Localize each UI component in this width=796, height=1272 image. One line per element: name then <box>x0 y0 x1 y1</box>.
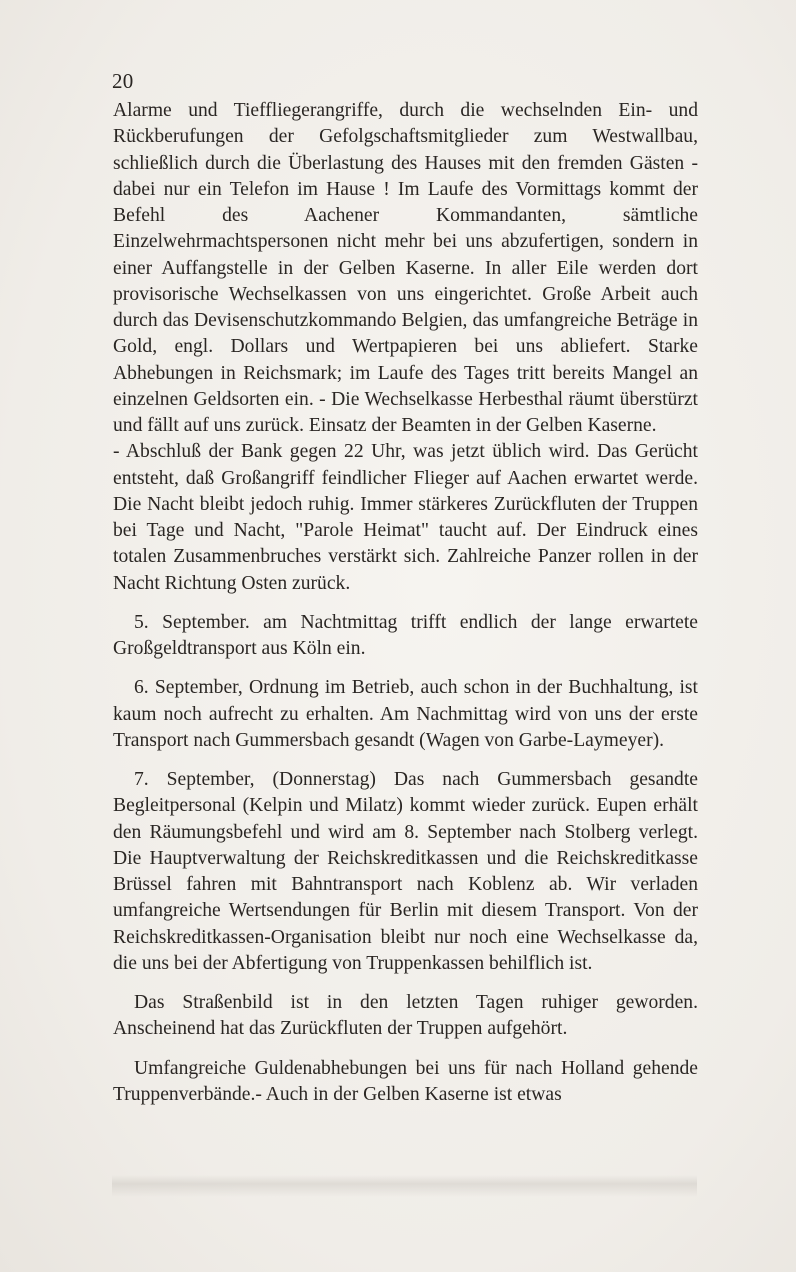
paragraph-6: Das Straßenbild ist in den letzten Tagen ruhiger geworden. Anscheinend hat das Zurückfluten der Truppen aufgehört. <box>113 992 698 1040</box>
show-through-shadow <box>112 1175 697 1197</box>
paragraph-2: - Abschluß der Bank gegen 22 Uhr, was jetzt üblich wird. Das Gerücht entsteht, daß Großangriff feindlicher Flieger auf Aachen erwartet werde. Die Nacht bleibt jedoch ruhig. Immer stärkeres Zurückfluten der Truppen bei Tage und Nacht, "Parole Heimat" taucht auf. Der Eindruck eines totalen Zusammenbruches verstärkt sich. Zahlreiche Panzer rollen in der Nacht Richtung Osten zurück. <box>113 441 698 594</box>
paragraph-4: 6. September, Ordnung im Betrieb, auch schon in der Buchhaltung, ist kaum noch aufrecht zu erhalten. Am Nachmittag wird von uns der erste Transport nach Gummersbach gesandt (Wagen von Garbe-Laymeyer). <box>113 677 698 751</box>
body-text <box>113 98 698 1108</box>
paragraph-1: Alarme und Tieffliegerangriffe, durch die wechselnden Ein- und Rückberufungen der Gefolgschaftsmitglieder zum Westwallbau, schließlich durch die Überlastung des Hauses mit den fremden Gästen - dabei nur ein Telefon im Hause ! Im Laufe des Vormittags kommt der Befehl des Aachener Kommandanten, sämtliche Einzelwehrmachtspersonen nicht mehr bei uns abzufertigen, sondern in einer Auffangstelle in der Gelben Kaserne. In aller Eile werden dort provisorische Wechselkassen von uns eingerichtet. Große Arbeit auch durch das Devisenschutzkommando Belgien, das umfangreiche Beträge in Gold, engl. Dollars und Wertpapieren bei uns abliefert. Starke Abhebungen in Reichsmark; im Laufe des Tages tritt bereits Mangel an einzelnen Geldsorten ein. - Die Wechselkasse Herbesthal räumt überstürzt und fällt auf uns zurück. Einsatz der Beamten in der Gelben Kaserne. <box>113 100 698 436</box>
paragraph-3: 5. September. am Nachtmittag trifft endlich der lange erwartete Großgeldtransport aus Köln ein. <box>113 611 698 659</box>
paragraph-5: 7. September, (Donnerstag) Das nach Gummersbach gesandte Begleitpersonal (Kelpin und Milatz) kommt wieder zurück. Eupen erhält den Räumungsbefehl und wird am 8. September nach Stolberg verlegt. Die Hauptverwaltung der Reichskreditkassen und die Reichskreditkasse Brüssel fahren mit Bahntransport nach Koblenz ab. Wir verladen umfangreiche Wertsendungen für Berlin mit diesem Transport. Von der Reichskreditkassen-Organisation bleibt nur noch eine Wechselkasse da, die uns bei der Abfertigung von Truppenkassen behilflich ist. <box>113 769 698 974</box>
page-number: 20 <box>112 69 134 93</box>
paragraph-7: Umfangreiche Guldenabhebungen bei uns für nach Holland gehende Truppenverbände.- Auch in der Gelben Kaserne ist etwas <box>113 1057 698 1105</box>
